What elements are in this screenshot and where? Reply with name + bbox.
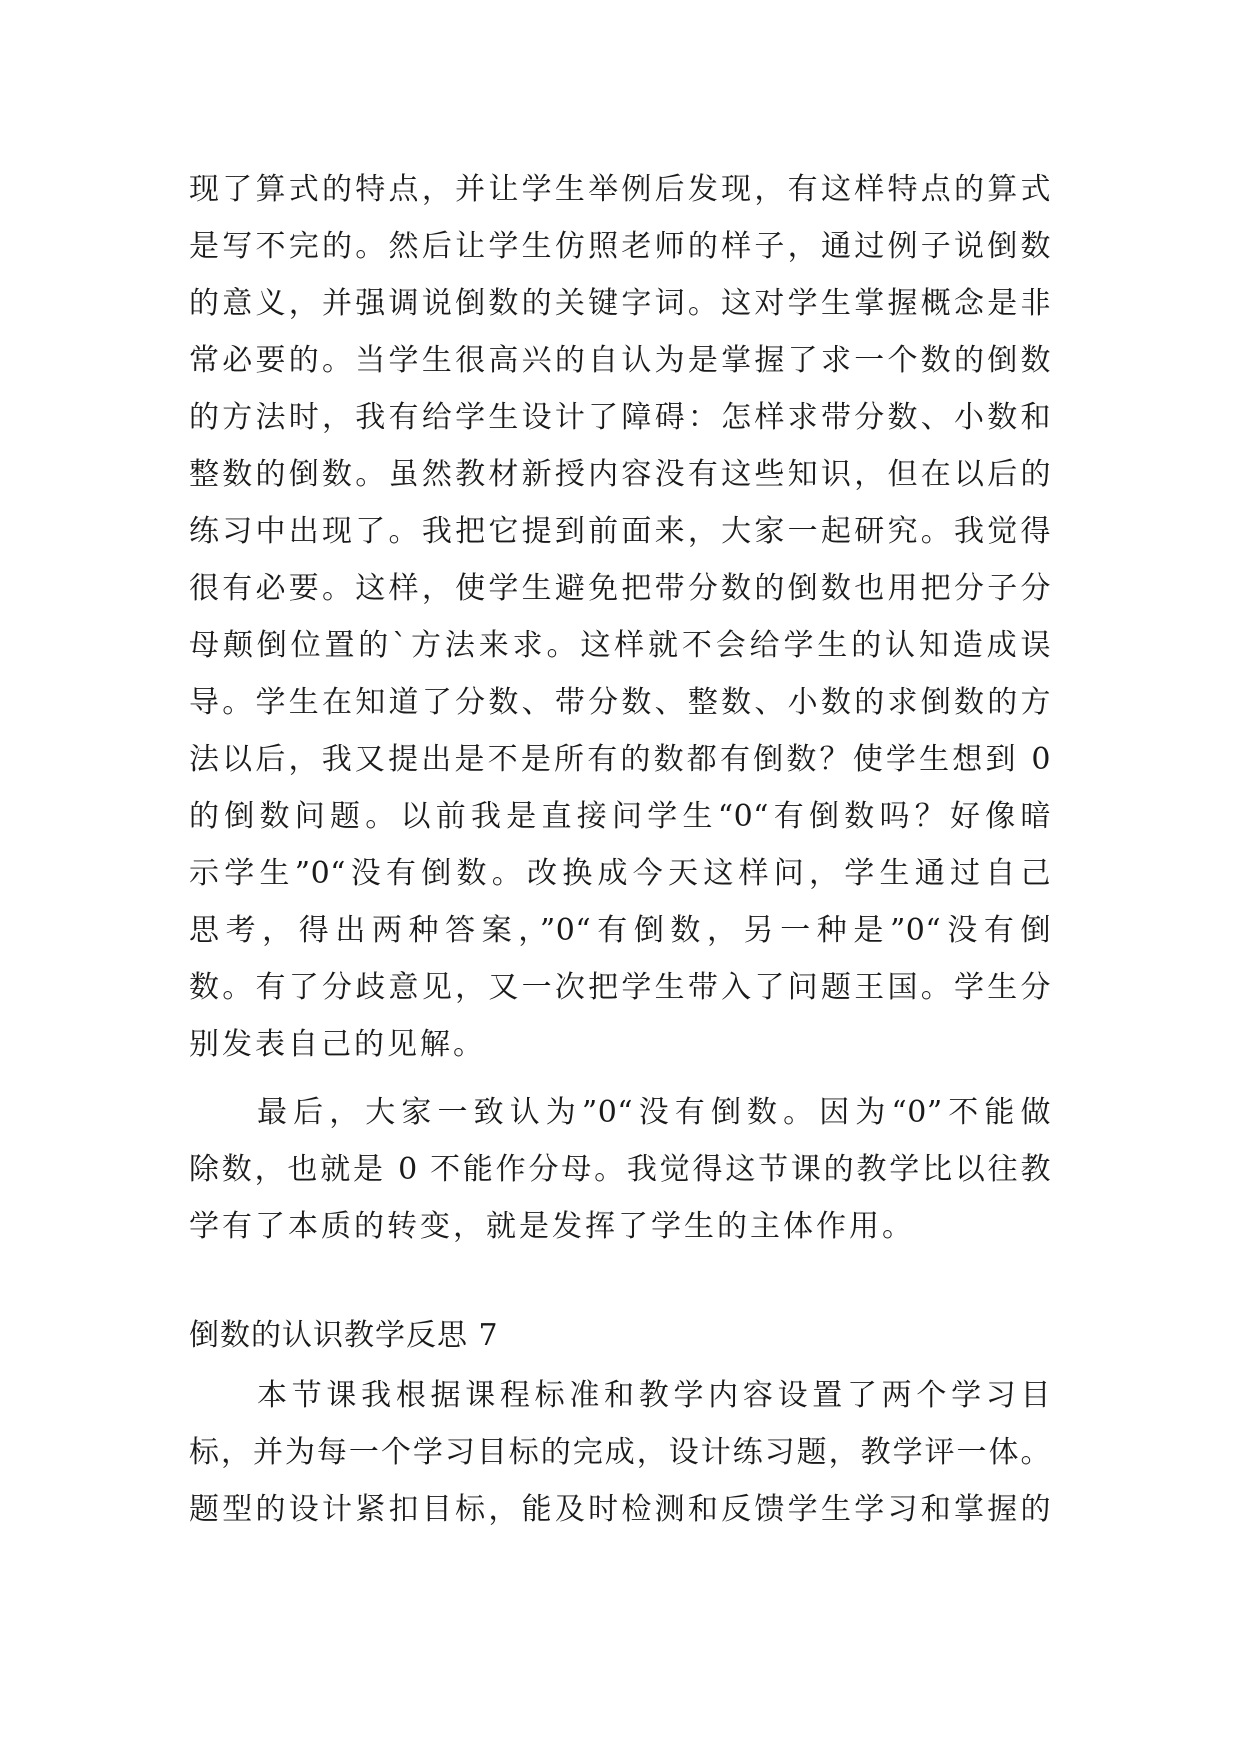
paragraph-line: 标，并为每一个学习目标的完成，设计练习题，教学评一体。 [189, 1435, 1051, 1470]
paragraph-line: 数。有了分歧意见，又一次把学生带入了问题王国。学生分 [189, 970, 1051, 1005]
paragraph-line: 的意义，并强调说倒数的关键字词。这对学生掌握概念是非 [189, 286, 1051, 321]
paragraph-line: 导。学生在知道了分数、带分数、整数、小数的求倒数的方 [189, 685, 1051, 720]
paragraph-line: 常必要的。当学生很高兴的自认为是掌握了求一个数的倒数 [189, 343, 1051, 378]
paragraph-line: 的方法时，我有给学生设计了障碍：怎样求带分数、小数和 [189, 400, 1051, 435]
paragraph-line: 题型的设计紧扣目标，能及时检测和反馈学生学习和掌握的 [189, 1492, 1051, 1527]
paragraph-line: 母颠倒位置的`方法来求。这样就不会给学生的认知造成误 [189, 628, 1051, 663]
paragraph-line: 思考，得出两种答案，”0“有倒数，另一种是”0“没有倒 [189, 913, 1051, 948]
paragraph-line: 别发表自己的见解。 [189, 1027, 486, 1062]
paragraph-line: 整数的倒数。虽然教材新授内容没有这些知识，但在以后的 [189, 457, 1051, 492]
paragraph-line: 示学生”0“没有倒数。改换成今天这样问，学生通过自己 [189, 856, 1051, 891]
paragraph-line: 的倒数问题。以前我是直接问学生“0“有倒数吗？好像暗 [189, 799, 1051, 834]
paragraph-line: 现了算式的特点，并让学生举例后发现，有这样特点的算式 [189, 172, 1051, 207]
paragraph-line: 本节课我根据课程标准和教学内容设置了两个学习目 [257, 1378, 1051, 1413]
section-heading: 倒数的认识教学反思 7 [189, 1318, 499, 1353]
paragraph-line: 最后，大家一致认为”0“没有倒数。因为“0”不能做 [257, 1095, 1051, 1130]
paragraph-line: 很有必要。这样，使学生避免把带分数的倒数也用把分子分 [189, 571, 1051, 606]
paragraph-line: 除数，也就是 0 不能作分母。我觉得这节课的教学比以往教 [189, 1152, 1051, 1187]
paragraph-line: 是写不完的。然后让学生仿照老师的样子，通过例子说倒数 [189, 229, 1051, 264]
paragraph-line: 法以后，我又提出是不是所有的数都有倒数？使学生想到 0 [189, 742, 1051, 777]
paragraph-line: 练习中出现了。我把它提到前面来，大家一起研究。我觉得 [189, 514, 1051, 549]
paragraph-line: 学有了本质的转变，就是发挥了学生的主体作用。 [189, 1209, 915, 1244]
